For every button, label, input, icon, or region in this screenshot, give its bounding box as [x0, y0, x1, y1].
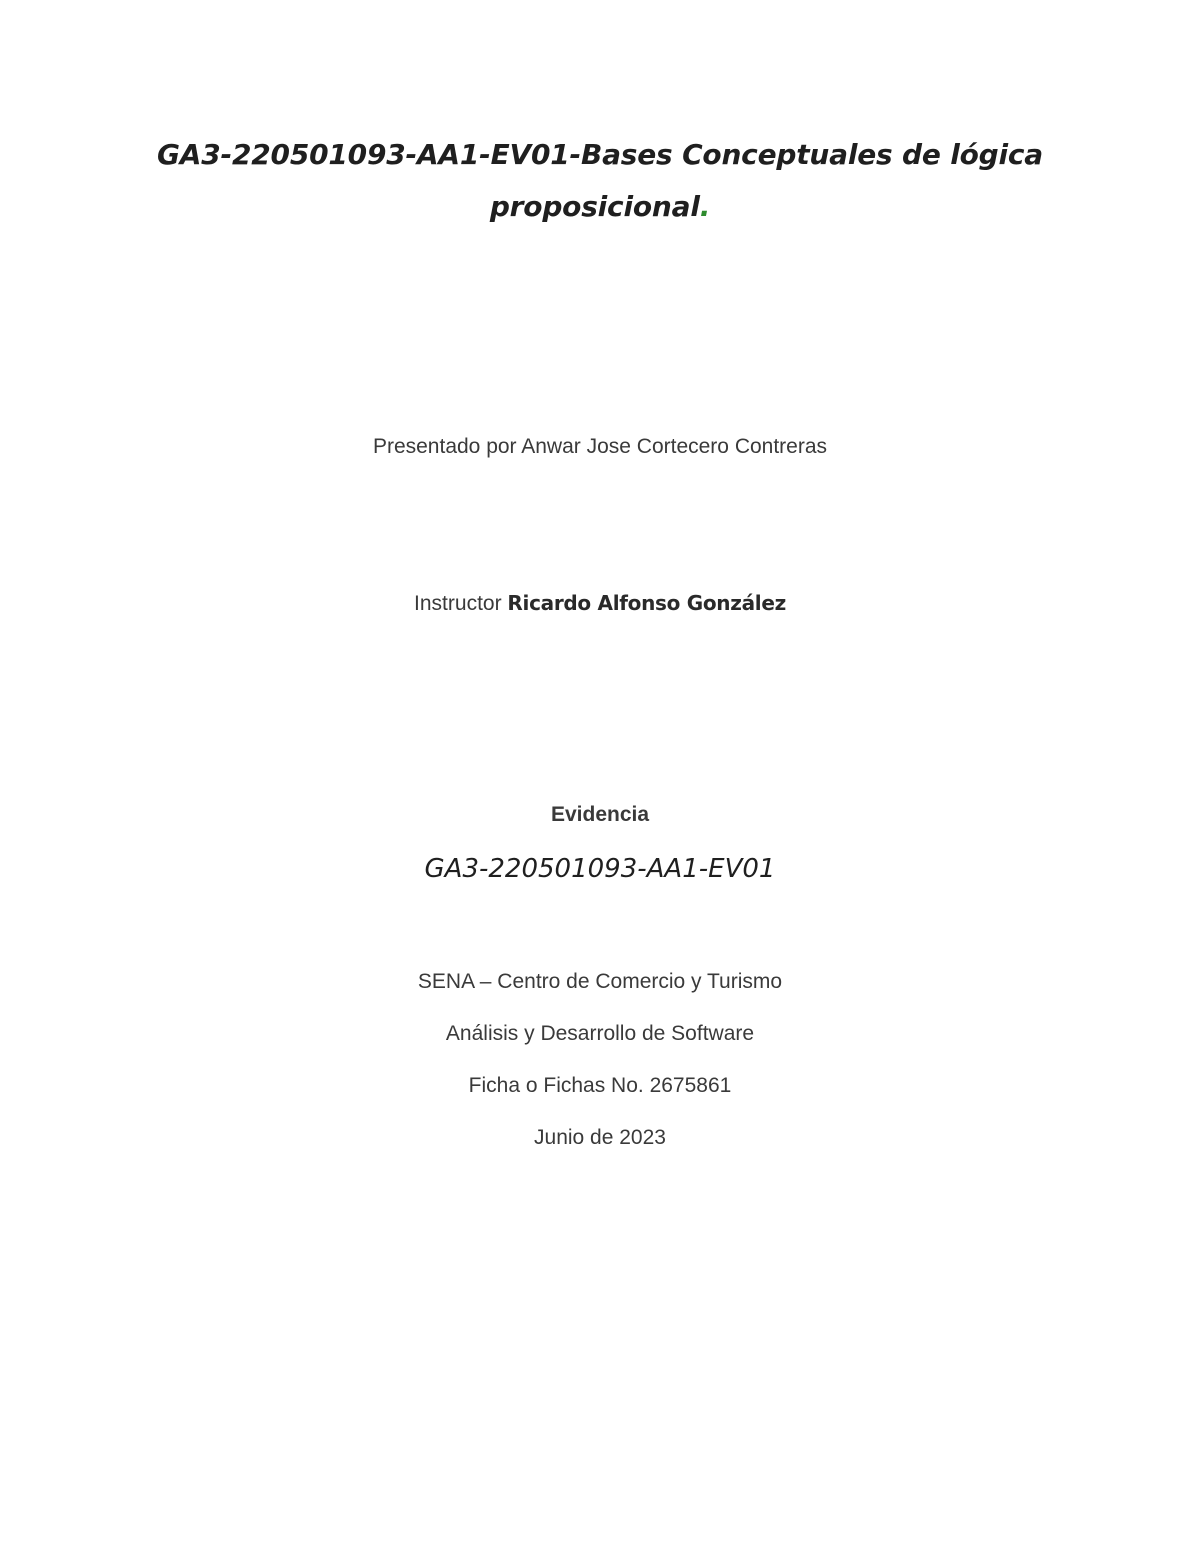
document-date: Junio de 2023 — [534, 1126, 666, 1149]
program: Análisis y Desarrollo de Software — [445, 1022, 755, 1045]
evidence-code: GA3-220501093-AA1-EV01 — [424, 854, 776, 884]
document-title-line-2 — [0, 190, 1200, 223]
instructor-name: Ricardo Alfonso González — [507, 591, 786, 615]
document-title-line-2-text: proposicional — [489, 190, 700, 223]
instructor-line — [0, 591, 1200, 616]
evidence-label: Evidencia — [550, 803, 650, 826]
document-title-line-1: GA3-220501093-AA1-EV01-Bases Conceptuales de lógica — [157, 138, 1043, 171]
title-end-mark: . — [699, 190, 711, 223]
ficha-number: Ficha o Fichas No. 2675861 — [468, 1074, 732, 1097]
instructor-label: Instructor — [414, 592, 502, 615]
institution: SENA – Centro de Comercio y Turismo — [417, 970, 783, 993]
presented-by: Presentado por Anwar Jose Cortecero Contreras — [372, 435, 828, 458]
